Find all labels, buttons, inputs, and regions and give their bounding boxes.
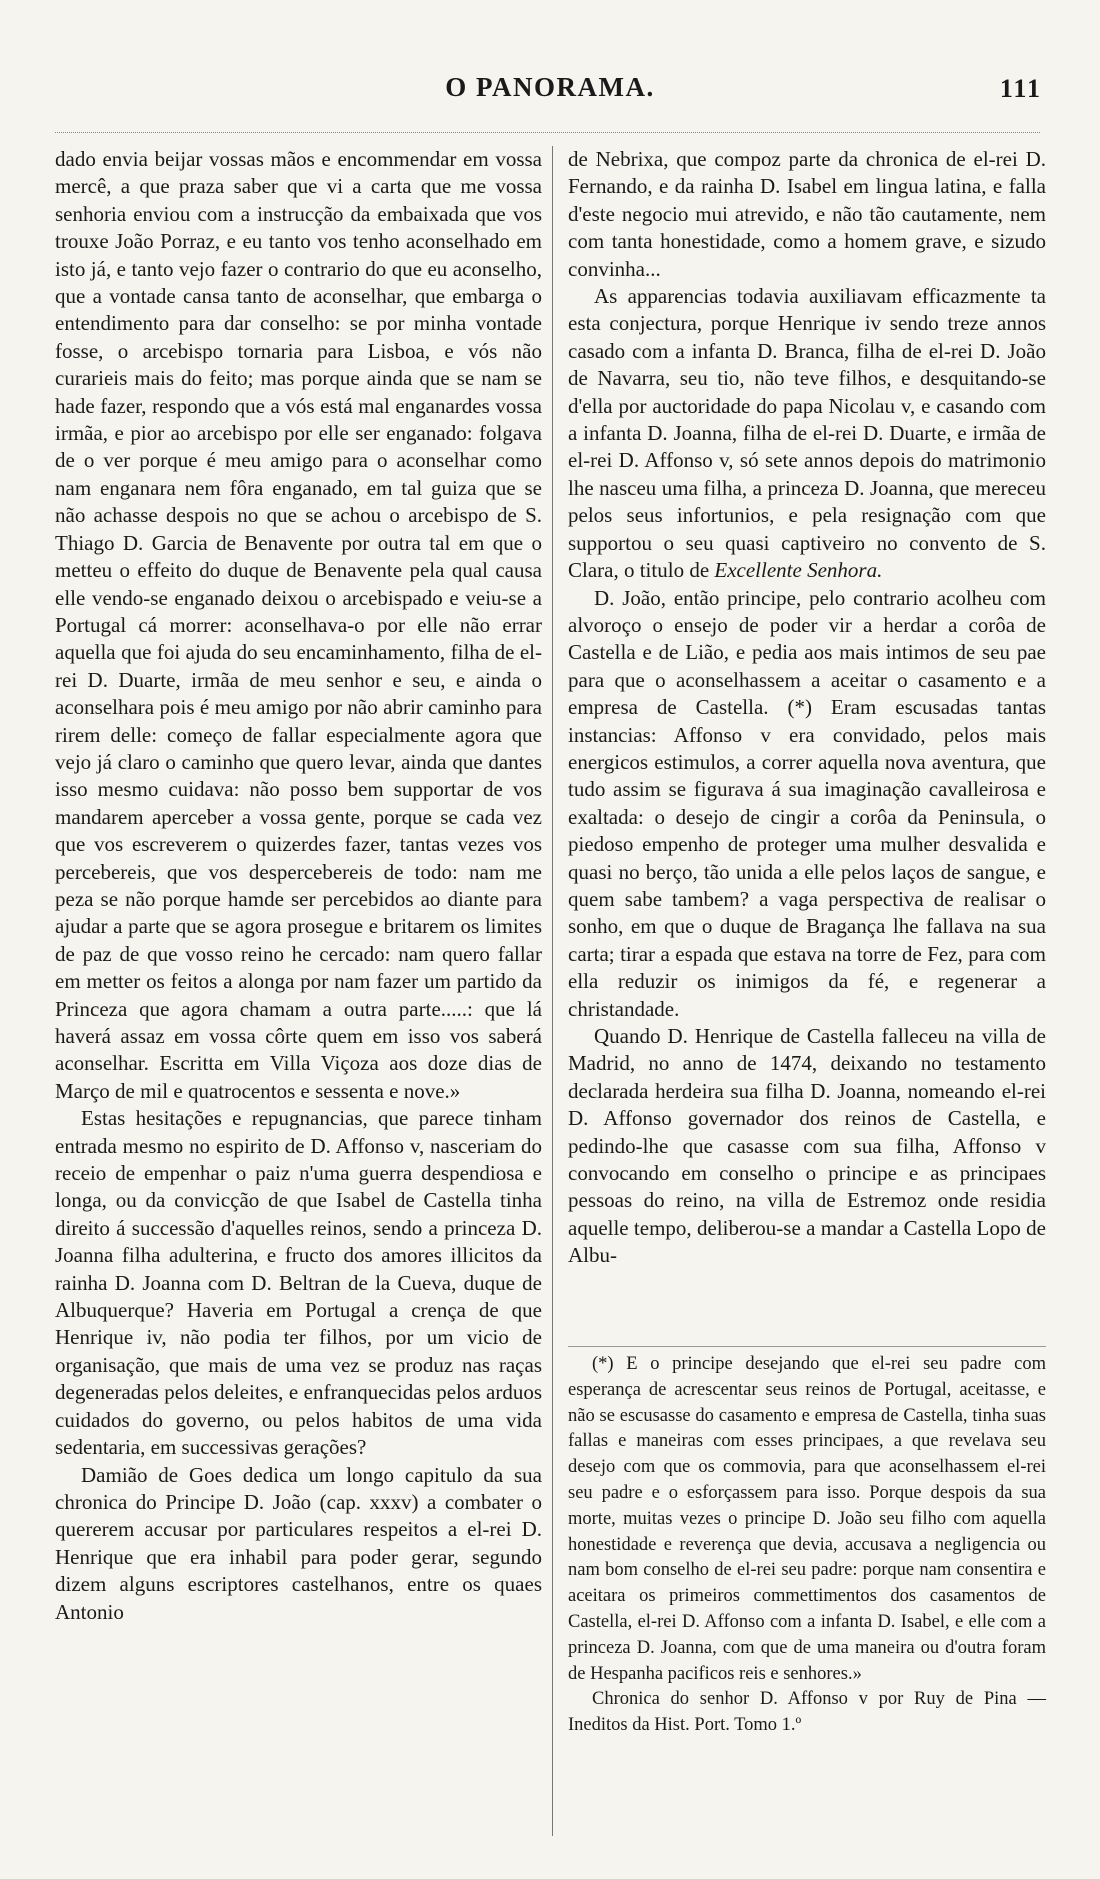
paragraph: Damião de Goes dedica um longo capitulo da sua chronica do Principe D. João (cap. xxxv) a combater o quererem accusar por particulares respeitos a el-rei D. Henrique que era inhabil para poder gerar, segundo dizem alguns escriptores castelhanos, entre os quaes Antonio: [55, 1462, 542, 1624]
page-title: O PANORAMA.: [445, 72, 655, 102]
page-number: 111: [999, 74, 1042, 103]
paragraph: Estas hesitações e repugnancias, que parece tinham entrada mesmo no espirito de D. Affonso v, nasceriam do receio de empenhar o paiz n'uma guerra despendiosa e longa, ou da convicção de que Isabel de Castella tinha direito á successão d'aquelles reinos, sendo a princeza D. Joanna filha adulterina, e fructo dos amores illicitos da rainha D. Joanna com D. Beltran de la Cueva, duque de Albuquerque? Haveria em Portugal a crença de que Henrique iv, não podia ter filhos, por um vicio de organisação, que mais de uma vez se produz nas raças degeneradas pelos deleites, e enfranquecidas pelos arduos cuidados do governo, ou pelos habitos de uma vida sedentaria, em successivas gerações?: [55, 1106, 542, 1460]
paragraph: [568, 283, 1046, 584]
paragraph-text: As apparencias todavia auxiliavam efficazmente ta esta conjectura, porque Henrique iv sendo treze annos casado com a infanta D. Branca, filha de el-rei D. João de Navarra, seu tio, não teve filhos, e desquitando-se d'ella por auctoridade do papa Nicolau v, e casando com a infanta D. Joanna, filha de el-rei D. Duarte, e irmãa de el-rei D. Affonso v, só sete annos depois do matrimonio lhe nasceu uma filha, a princeza D. Joanna, que mereceu pelos seus infortunios, e pela resignação com que supportou o seu quasi captiveiro no convento de S. Clara, o titulo de: [568, 284, 1046, 583]
paragraph: dado envia beijar vossas mãos e encommendar em vossa mercê, a que praza saber que vi a carta que me vossa senhoria enviou com a instrucção da embaixada que vos trouxe João Porraz, e eu tanto vos tenho aconselhado em isto já, e tanto vejo fazer o contrario do que eu aconselho, que a vontade cansa tanto de aconselhar, que embarga o entendimento para dar conselho: se por minha vontade fosse, o arcebispo tornaria para Lisboa, e vós não curarieis mais do feito; mas porque ainda que se nam se hade fazer, respondo que a vós está mal enganardes vossa irmãa, e pior ao arcebispo por elle ser enganado: folgava de o ver porque é meu amigo para o aconselhar como nam enganara nem fôra enganado, em tal guiza que se não achasse despois no que se achou o arcebispo de S. Thiago D. Garcia de Benavente por outra tal em que o metteu o effeito do duque de Benavente pela qual causa elle vendo-se enganado deixou o arcebispado e veiu-se a Portugal cá morrer: aconselhava-o por elle não errar aquella que foi ajuda do seu encaminhamento, filha de el-rei D. Duarte, irmãa de meu senhor e seu, e ainda o aconselhara pois é meu amigo por não abrir caminho para rirem delle: começo de fallar especialmente agora que vejo já claro o caminho que quero levar, ainda que dantes isso mesmo cuidava: não posso bem supportar de vos mandarem aperceber a vossa gente, porque se cada vez que vos escreverem o quizerdes fazer, tantas vezes vos percebereis, que vos despercebereis de todo: nam me peza se não porque hamde ser percebidos ao diante para ajudar a parte que se agora prosegue e britarem os limites de paz de que vosso reino he cercado: nam quero fallar em metter os feitos a alonga por nam fazer um partido da Princeza que agora chamam a outra parte.....: que lá haverá assaz em vossa côrte quem em isso vos saberá aconselhar. Escritta em Villa Viçoza aos doze dias de Março de mil e quatrocentos e sessenta e nove.»: [55, 147, 542, 1103]
italic-title: Excellente Senhora.: [714, 558, 883, 583]
footnote: [568, 1352, 1046, 1739]
footnote-rule: [568, 1346, 1046, 1347]
header-rule: [55, 132, 1040, 133]
left-column: [55, 146, 542, 1626]
right-column: [568, 146, 1046, 1270]
paragraph: Quando D. Henrique de Castella falleceu na villa de Madrid, no anno de 1474, deixando no testamento declarada herdeira sua filha D. Joanna, nomeando el-rei D. Affonso governador dos reinos de Castella, e pedindo-lhe que casasse com sua filha, Affonso v convocando em conselho o principe e as principaes pessoas do reino, na villa de Estremoz onde residia aquelle tempo, deliberou-se a mandar a Castella Lopo de Albu-: [568, 1024, 1046, 1268]
column-divider: [552, 146, 553, 1836]
paragraph: de Nebrixa, que compoz parte da chronica de el-rei D. Fernando, e da rainha D. Isabel em lingua latina, e falla d'este negocio mui atrevido, e não tão cautamente, nem com tanta honestidade, como a homem grave, e sizudo convinha...: [568, 147, 1046, 281]
footnote-text: (*) E o principe desejando que el-rei seu padre com esperança de acrescentar seus reinos de Portugal, aceitasse, e não se escusasse do casamento e empresa de Castella, tinha suas fallas e maneiras com esses principaes, a que revelava seu desejo com que os commovia, para que aconselhassem el-rei seu padre e o esforçassem para isso. Porque despois da sua morte, muitas vezes o principe D. João seu filho com aquella honestidade e reverença que devia, accusava a negligencia ou nam bom conselho de el-rei seu padre: porque nam consentira e aceitara os primeiros commettimentos dos casamentos de Castella, el-rei D. Affonso com a infanta D. Isabel, e elle com a princeza D. Joanna, com que de uma maneira ou d'outra foram de Hespanha pacificos reis e senhores.»: [568, 1354, 1046, 1684]
footnote-source: Chronica do senhor D. Affonso v por Ruy de Pina — Ineditos da Hist. Port. Tomo 1.º: [568, 1689, 1046, 1736]
paragraph: D. João, então principe, pelo contrario acolheu com alvoroço o ensejo de poder vir a herdar a corôa de Castella e de Lião, e pedia aos mais intimos de seu pae para que o aconselhassem a aceitar o casamento e a empresa de Castella. (*) Eram escusadas tantas instancias: Affonso v era convidado, pelos mais energicos estimulos, a correr aquella nova aventura, que tudo assim se figurava á sua imaginação cavalleirosa e exaltada: o desejo de cingir a corôa da Peninsula, o piedoso empenho de proteger uma mulher desvalida e quasi no berço, tão unida a elle pelos laços de sangue, e quem sabe tambem? a vaga perspectiva de realisar o sonho, em que o duque de Bragança lhe fallava na sua carta; tirar a espada que estava na torre de Fez, para com ella reduzir os inimigos da fé, e regenerar a christandade.: [568, 585, 1046, 1021]
page-header: [0, 72, 1100, 112]
